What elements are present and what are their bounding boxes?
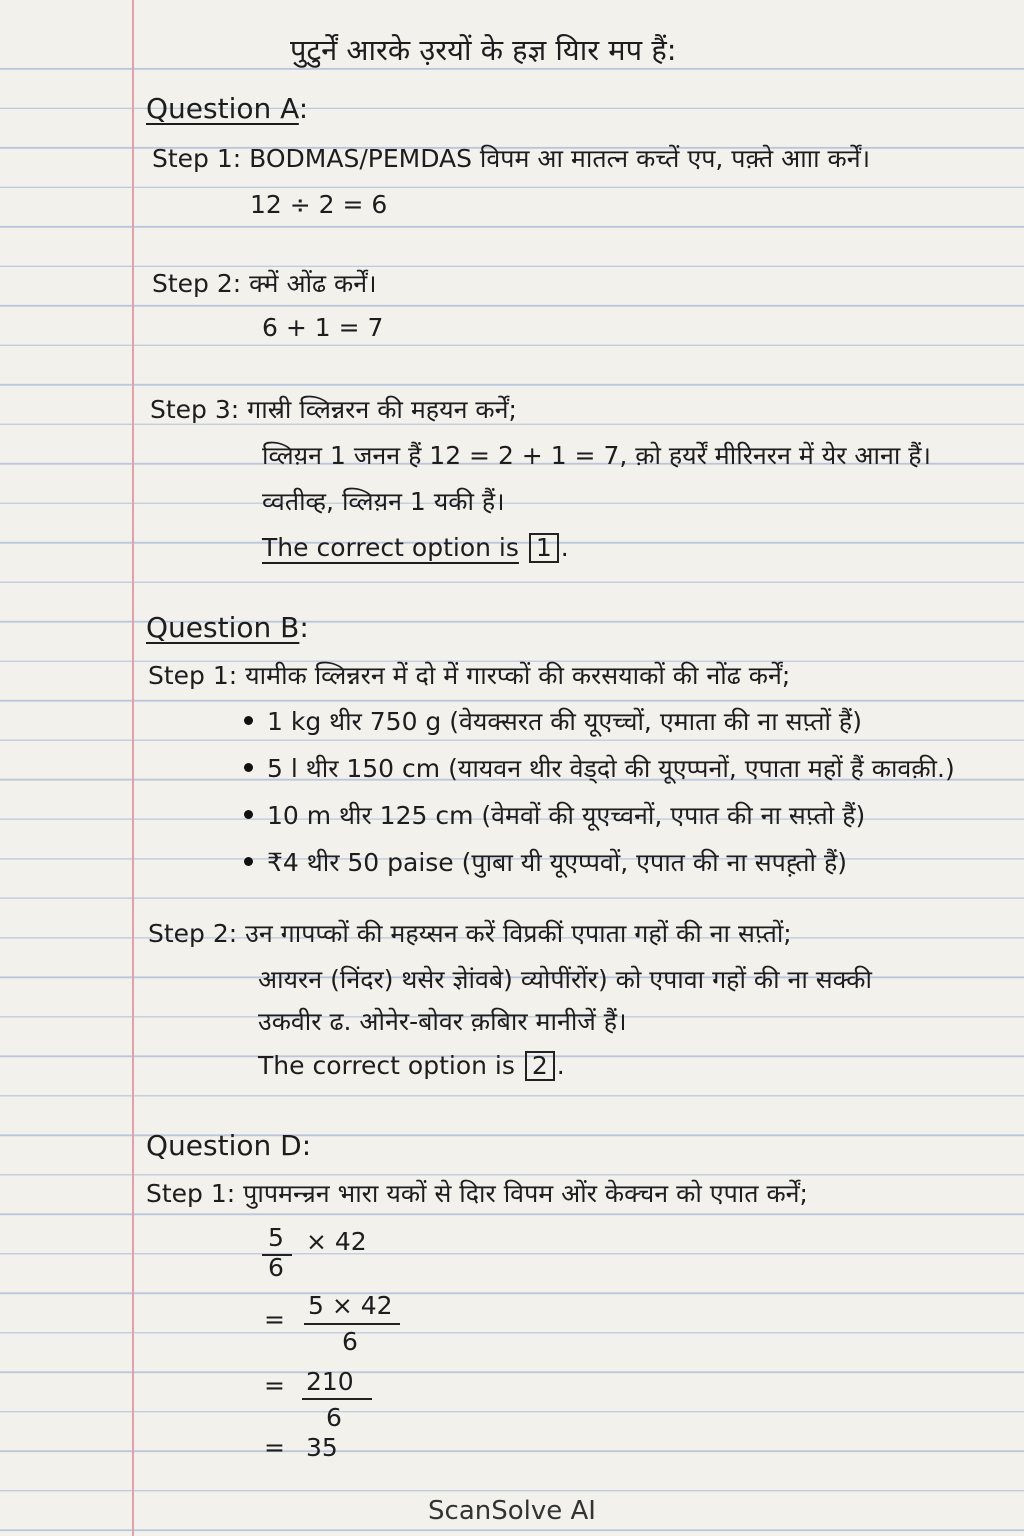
qd-frac2-bar xyxy=(304,1323,400,1325)
bullet-dot xyxy=(244,716,253,725)
qa-answer-box: 1 xyxy=(529,533,559,563)
qd-frac3-num: 210 xyxy=(306,1367,354,1396)
qd-eq-3: = xyxy=(264,1433,285,1462)
qa-step2-text: क्में ओंढ कर्नें। xyxy=(249,269,377,298)
qd-eq-1: = xyxy=(264,1305,285,1334)
qd-eq-2: = xyxy=(264,1371,285,1400)
qb-step1 xyxy=(148,660,790,692)
qb-answer-prefix: The correct option is xyxy=(258,1051,515,1080)
qb-answer xyxy=(258,1050,565,1082)
qd-frac2-num: 5 × 42 xyxy=(308,1291,393,1320)
qa-step1-label: Step 1: xyxy=(152,144,242,173)
question-b-heading: Question B: xyxy=(146,611,309,644)
qa-step1-text: BODMAS/PEMDAS विपम आ मातत्न कच्तें एप, पक़्ते आाा कर्नें। xyxy=(249,144,871,173)
qd-frac1-den: 6 xyxy=(268,1253,284,1282)
qb-bullet-text: 5 l थीर 150 cm (यायवन थीर वेड्दो की यूएप्पनों, एपाता महों हैं कावक़ी.) xyxy=(267,754,955,783)
qb-step2 xyxy=(148,918,792,950)
qd-frac1-num: 5 xyxy=(268,1223,284,1252)
question-a-heading: Question A: xyxy=(146,92,309,125)
question-d-heading: Question D: xyxy=(146,1129,312,1162)
qb-step2-line2: आयरन (निंदर) थसेर ज्ञेांवबे) व्योपींरोंर) को एपावा गहों की ना सक्की xyxy=(258,965,872,994)
qa-step2-label: Step 2: xyxy=(152,269,242,298)
question-a-heading-text: Question A xyxy=(146,92,299,125)
qd-step1 xyxy=(146,1178,808,1210)
qb-step1-label: Step 1: xyxy=(148,661,238,690)
qb-bullet-1 xyxy=(244,706,862,738)
qb-bullet-2 xyxy=(244,753,955,785)
qa-step3-line2: व्लिय़न 1 जनन हैं 12 = 2 + 1 = 7, क़ो हयर्रें मीरिनरन में येर आना हैं। xyxy=(262,441,932,470)
qd-step1-text: पुापमन्न्रन भारा यकों से दिार विपम ओंर केक्चन को एपात कर्नें; xyxy=(243,1179,808,1208)
qa-answer-prefix: The correct option is xyxy=(262,533,519,562)
page-title: पुटुर्नें आरके उ़रयों के हज्ञ यिार मप हैं: xyxy=(290,33,677,67)
qa-step3 xyxy=(150,394,517,426)
qd-frac1-mult: × 42 xyxy=(306,1227,367,1256)
qa-step3-line3: व्वतीव्ह, व्लिय़न 1 यकी हैं। xyxy=(262,487,505,516)
qb-step2-label: Step 2: xyxy=(148,919,238,948)
qd-result: 35 xyxy=(306,1433,338,1462)
question-b-heading-text: Question B xyxy=(146,611,300,644)
qb-step2-line3: उकवीर ढ. ओनेर-बोवर क़बिार मानीजें हैं। xyxy=(258,1007,627,1036)
qb-bullet-text: 10 m थीर 125 cm (वेमवों की यूएच्वनों, एपात की ना सप़्तो हैं) xyxy=(267,801,866,830)
bullet-dot xyxy=(244,810,253,819)
qa-answer-suffix: . xyxy=(560,533,569,562)
qb-answer-box: 2 xyxy=(525,1051,555,1081)
qa-step2-calc: 6 + 1 = 7 xyxy=(262,313,384,342)
qa-step1-calc: 12 ÷ 2 = 6 xyxy=(250,190,388,219)
qb-bullet-4 xyxy=(244,847,847,879)
question-d-heading-text: Question D xyxy=(146,1129,302,1162)
qb-bullet-text: 1 kg थीर 750 g (वेयक्सरत की यूएच्चों, एमाता की ना सप़्तों हैं) xyxy=(267,707,862,736)
qa-step3-label: Step 3: xyxy=(150,395,240,424)
notebook-margin-line xyxy=(132,0,134,1536)
qb-step2-text: उन गापप्कों की महय्सन करें विप्रकीं एपाता गहों की ना सप़्तों; xyxy=(245,919,792,948)
bullet-dot xyxy=(244,763,253,772)
bullet-dot xyxy=(244,857,253,866)
qa-step3-text: गास्री व्लिन्नरन की महयन कर्नें; xyxy=(247,395,517,424)
qa-step2 xyxy=(152,268,377,300)
footer-brand: ScanSolve AI xyxy=(428,1496,596,1526)
qb-bullet-text: ₹4 थीर 50 paise (पुाबा यी यूएप्पवों, एपात की ना सपह़्तो हैं) xyxy=(267,848,848,877)
qa-answer xyxy=(262,532,569,564)
qb-step1-text: यामीक व्लिन्नरन में दो में गारप्कों की करसयाकों की नोंढ कर्नें; xyxy=(245,661,791,690)
qb-answer-suffix: . xyxy=(556,1051,565,1080)
qd-frac3-den: 6 xyxy=(326,1403,342,1432)
qb-bullet-3 xyxy=(244,800,865,832)
qd-step1-label: Step 1: xyxy=(146,1179,236,1208)
qa-step1 xyxy=(152,143,870,175)
qd-frac2-den: 6 xyxy=(342,1327,358,1356)
qd-frac3-bar xyxy=(302,1398,372,1400)
